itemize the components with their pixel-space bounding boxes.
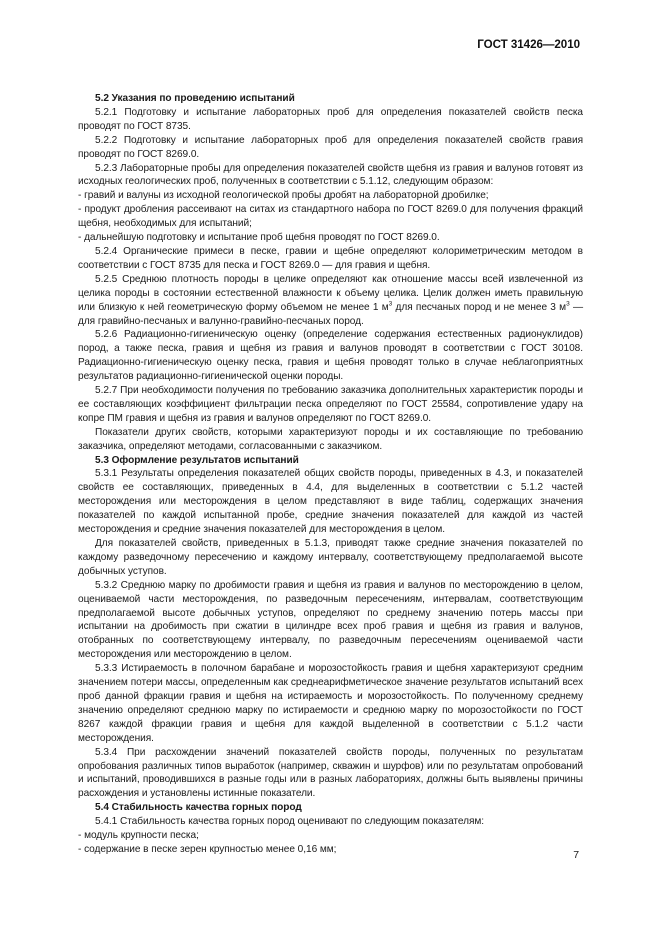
paragraph-5-2-1: 5.2.1 Подготовку и испытание лабораторных проб для определения показателей свойств песка проводят по ГОСТ 8735. [78,106,583,132]
list-item-crushing: - гравий и валуны из исходной геологической пробы дробят на лабораторной дробилке; [78,190,489,202]
paragraph-5-2-4: 5.2.4 Органические примеси в песке, гравии и щебне определяют колориметрическим методом в соответствии с ГОСТ 8735 для песка и ГОСТ 8269.0 — для гравия и щебня. [78,245,583,271]
paragraph-5-3-4: 5.3.4 При расхождении значений показателей свойств породы, полученных по результатам опробования различных типов выработок (например, скважин и шурфов) или по результатам опробований и испытаний, проводившихся в разные годы или в разных лабораториях, должны быть выявлены причины расхождения и установлены истинные показатели. [78,746,583,800]
paragraph-5-3-3: 5.3.3 Истираемость в полочном барабане и морозостойкость гравия и щебня характеризуют средним значением потери массы, определенным как среднеарифметическое значение результатов испытаний всех проб данной фракции гравия и щебня на истираемость и морозостойкость. По полученному среднему значению определяют среднюю марку по истираемости и среднюю марку по морозостойкости по ГОСТ 8267 каждой фракции гравия и щебня для каждой выделенной в соответствии с 5.1.2 части месторождения. [78,663,583,744]
paragraph-5-3-2: 5.3.2 Среднюю марку по дробимости гравия и щебня из гравия и валунов по месторождению в целом, оцениваемой части месторождения, по разведочным пересечениям, интервалам, соответствующим предполагаемой высоте добычных уступов, определяют по среднему значению потерь массы при испытании на дробимость при сжатии в цилиндре всех проб гравия и щебня из гравия и валунов, отобранных по соответствующему интервалу, по разведочным пересечениям оцениваемой части месторождения или месторождению в целом. [78,579,583,661]
paragraph-5-2-6: 5.2.6 Радиационно-гигиеническую оценку (определение содержания естественных радионуклидов) пород, а также песка, гравия и щебня из гравия и валунов проводят в соответствии с ГОСТ 30108. Радиационно-гигиеническую оценку песка, гравия и щебня проводят только в случае неблагоприятных результатов радиационно-гигиенической оценки породы. [78,329,583,383]
superscript-3: 3 [388,300,393,308]
section-heading-5-4: 5.4 Стабильность качества горных пород [95,802,302,814]
list-item-fine-grain-content: - содержание в песке зерен крупностью менее 0,16 мм; [78,843,337,855]
section-heading-5-2: 5.2 Указания по проведению испытаний [95,93,295,104]
document-body [78,92,583,857]
superscript-3: 3 [566,300,570,308]
paragraph-5-2-5-part-b: для песчаных пород и не менее 3 м [392,301,567,313]
paragraph-5-3-1-continued: Для показателей свойств, приведенных в 5.1.3, приводят также средние значения показателей по каждому разведочному пересечению и каждому интервалу, соответствующему предполагаемой высоте добычных уступов. [78,538,583,577]
paragraph-5-2-2: 5.2.2 Подготовку и испытание лабораторных проб для определения показателей свойств гравия проводят по ГОСТ 8269.0. [78,134,583,160]
list-item-sieving: - продукт дробления рассеивают на ситах из стандартного набора по ГОСТ 8269.0 для получения фракций щебня, необходимых для испытаний; [78,204,583,230]
list-item-testing: - дальнейшую подготовку и испытание проб щебня проводят по ГОСТ 8269.0. [78,232,440,244]
paragraph-5-4-1: 5.4.1 Стабильность качества горных пород оценивают по следующим показателям: [95,816,485,828]
page-number: 7 [573,849,579,861]
paragraph-other-properties: Показатели других свойств, которыми характеризуют породы и их составляющие по требованию заказчика, определяют методами, согласованными с заказчиком. [78,426,583,452]
paragraph-5-2-5-part-a: 5.2.5 Среднюю плотность породы в целике определяют как отношение массы всей извлеченной из целика породы в состоянии естественной влажности к объему целика. Целик должен иметь правильную или близкую к ней геометрическую форму объемом не менее 1 м [78,273,583,313]
paragraph-5-3-1: 5.3.1 Результаты определения показателей общих свойств породы, приведенных в 4.3, и показателей свойств ее составляющих, приведенных в 4.4, для выделенных в соответствии с 5.1.2 частей месторождения или месторождения в целом представляют в виде таблиц, содержащих значения показателей по каждой испытанной пробе, средние значения показателей для каждой из частей месторождения и средние значения показателей для месторождения в целом. [78,468,583,536]
paragraph-5-2-3: 5.2.3 Лабораторные пробы для определения показателей свойств щебня из гравия и валунов готовят из исходных геологических проб, полученных в соответствии с 5.1.12, следующим образом: [78,162,583,188]
paragraph-5-2-5 [78,273,583,329]
section-heading-5-3: 5.3 Оформление результатов испытаний [95,454,299,466]
paragraph-5-2-7: 5.2.7 При необходимости получения по требованию заказчика дополнительных характеристик породы и ее составляющих коэффициент фильтрации песка определяют по ГОСТ 25584, сопротивление удару на копре ПМ гравия и щебня из гравия и валунов определяют по ГОСТ 8269.0. [78,385,583,424]
paragraph-5-2-5-part-c: — для гравийно-песчаных и валунно-гравийно-песчаных пород. [78,301,583,327]
document-code: ГОСТ 31426—2010 [477,38,580,51]
list-item-fineness-modulus: - модуль крупности песка; [78,830,199,842]
